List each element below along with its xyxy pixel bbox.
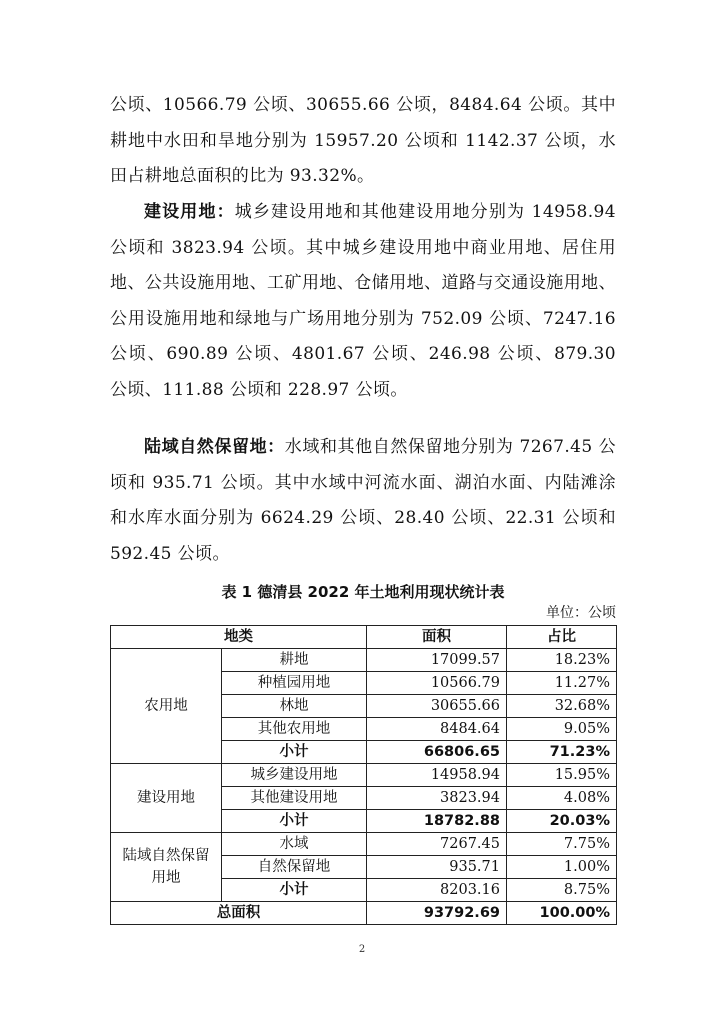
row-label: 林地: [222, 695, 367, 718]
group-label-natural-reserve: 陆域自然保留用地: [111, 833, 222, 902]
group-label-construction: 建设用地: [111, 764, 222, 833]
row-ratio: 9.05%: [507, 718, 617, 741]
subtotal-area: 8203.16: [367, 879, 507, 902]
subtotal-label: 小计: [222, 879, 367, 902]
subtotal-label: 小计: [222, 810, 367, 833]
row-area: 3823.94: [367, 787, 507, 810]
row-ratio: 32.68%: [507, 695, 617, 718]
paragraph-agricultural-continued: [110, 88, 616, 195]
row-ratio: 1.00%: [507, 856, 617, 879]
row-ratio: 7.75%: [507, 833, 617, 856]
table-row: [111, 764, 617, 787]
total-label: 总面积: [111, 902, 367, 925]
header-ratio: 占比: [507, 626, 617, 649]
row-area: 7267.45: [367, 833, 507, 856]
row-ratio: 18.23%: [507, 649, 617, 672]
row-ratio: 15.95%: [507, 764, 617, 787]
row-label: 自然保留地: [222, 856, 367, 879]
table-row: [111, 649, 617, 672]
row-ratio: 11.27%: [507, 672, 617, 695]
paragraph-natural-reserve-land: [110, 430, 616, 572]
subtotal-ratio: 71.23%: [507, 741, 617, 764]
row-area: 8484.64: [367, 718, 507, 741]
table-row: [111, 833, 617, 856]
row-label: 其他农用地: [222, 718, 367, 741]
subtotal-label: 小计: [222, 741, 367, 764]
row-label: 耕地: [222, 649, 367, 672]
row-label: 其他建设用地: [222, 787, 367, 810]
paragraph-text: 城乡建设用地和其他建设用地分别为 14958.94 公顷和 3823.94 公顷。其中城乡建设用地中商业用地、居住用地、公共设施用地、工矿用地、仓储用地、道路与交通设施用地、公用设施用地和绿地与广场用地分别为 752.09 公顷、7247.16 公顷、690.89 公顷、4801.67 公顷、246.98 公顷、879.30 公顷、111.88 公顷和 228.97 公顷。: [110, 202, 616, 400]
paragraph-lead: 陆域自然保留地：: [144, 437, 285, 457]
row-area: 935.71: [367, 856, 507, 879]
row-area: 17099.57: [367, 649, 507, 672]
total-ratio: 100.00%: [507, 902, 617, 925]
paragraph-construction-land: [110, 195, 616, 408]
row-area: 10566.79: [367, 672, 507, 695]
header-area: 面积: [367, 626, 507, 649]
page-number: 2: [358, 944, 366, 955]
table-header-row: [111, 626, 617, 649]
table-caption: 表 1 德清县 2022 年土地利用现状统计表: [221, 583, 505, 601]
row-area: 14958.94: [367, 764, 507, 787]
row-ratio: 4.08%: [507, 787, 617, 810]
subtotal-ratio: 20.03%: [507, 810, 617, 833]
row-label: 城乡建设用地: [222, 764, 367, 787]
row-area: 30655.66: [367, 695, 507, 718]
subtotal-area: 66806.65: [367, 741, 507, 764]
paragraph-text: 水域和其他自然保留地分别为 7267.45 公顷和 935.71 公顷。其中水域中河流水面、湖泊水面、内陆滩涂和水库水面分别为 6624.29 公顷、28.40 公顷、22.31 公顷和 592.45 公顷。: [110, 437, 616, 564]
group-label-agricultural: 农用地: [111, 649, 222, 764]
paragraph-text: 公顷、10566.79 公顷、30655.66 公顷，8484.64 公顷。其中耕地中水田和旱地分别为 15957.20 公顷和 1142.37 公顷，水田占耕地总面积的比为 93.32%。: [110, 95, 616, 186]
header-category: 地类: [111, 626, 367, 649]
paragraph-lead: 建设用地：: [144, 202, 235, 222]
table-unit: 单位：公顷: [546, 605, 616, 621]
row-label: 种植园用地: [222, 672, 367, 695]
subtotal-area: 18782.88: [367, 810, 507, 833]
total-row: [111, 902, 617, 925]
land-use-table: [110, 625, 617, 925]
subtotal-ratio: 8.75%: [507, 879, 617, 902]
total-area: 93792.69: [367, 902, 507, 925]
row-label: 水域: [222, 833, 367, 856]
